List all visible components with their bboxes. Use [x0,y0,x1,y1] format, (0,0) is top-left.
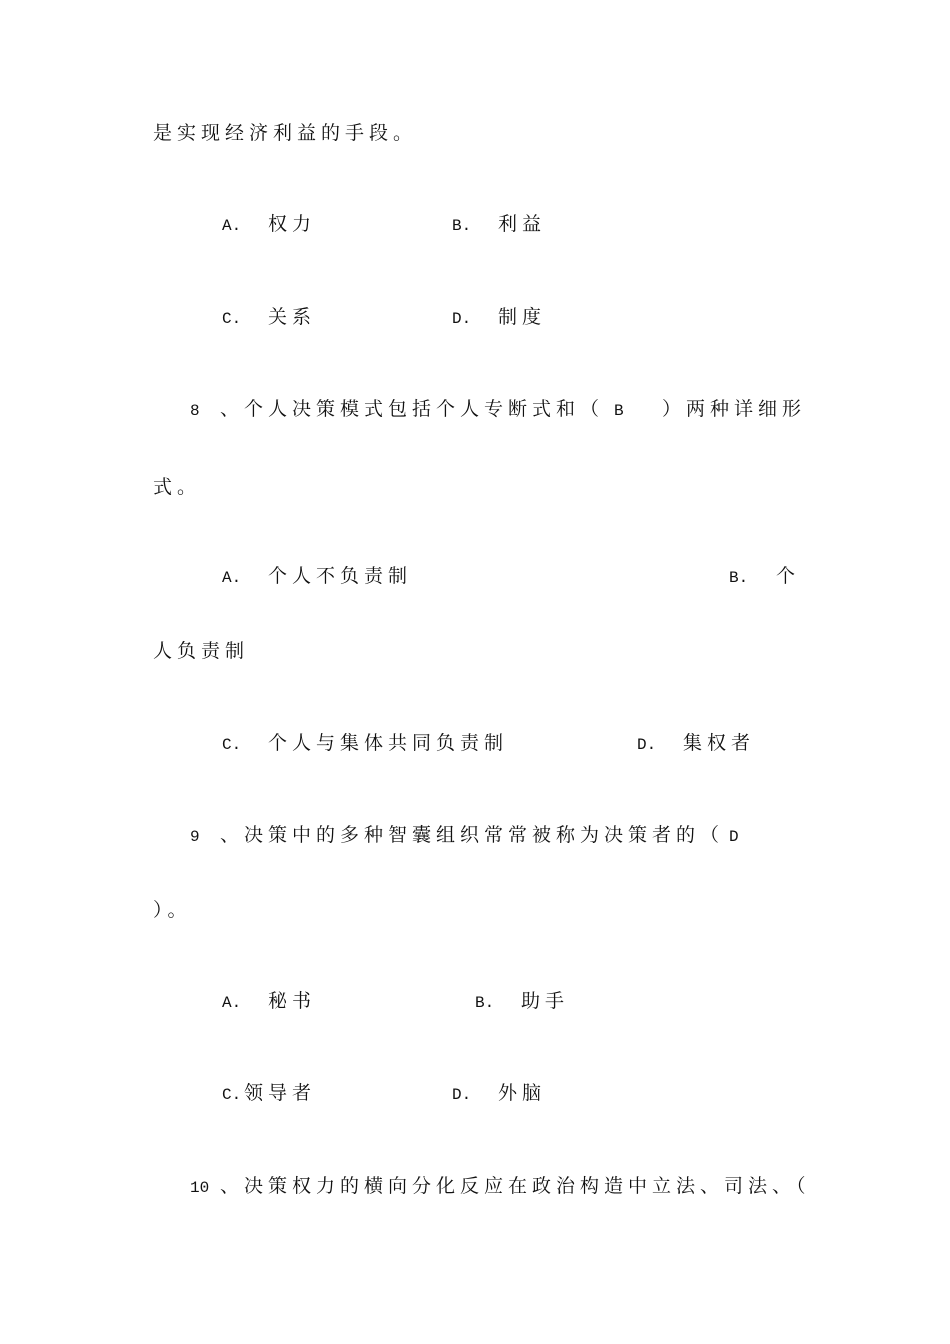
question-8-text-end: ）两种详细形 [662,398,807,420]
q8-option-c-text: 个人与集体共同负责制 [268,732,509,754]
q8-option-a-label: A. [222,569,242,587]
q7-option-a-text: 权力 [268,213,317,235]
q9-option-a-text: 秘书 [268,990,317,1012]
q9-option-c-label: C. [222,1086,242,1104]
q7-option-c-label: C. [222,310,242,328]
question-7-continuation: 是实现经济利益的手段。 [153,122,418,144]
q8-option-d-text: 集权者 [683,732,756,754]
question-10-text: 、决策权力的横向分化反应在政治构造中立法、司法、（ [220,1175,811,1197]
q9-option-b-label: B. [475,994,495,1012]
q7-option-d-text: 制度 [498,306,547,328]
q8-option-b-text-end: 人负责制 [153,640,250,662]
question-8-continuation: 式。 [153,476,202,498]
question-8-text-start: 、个人决策模式包括个人专断式和（ [220,398,605,420]
q9-option-d-text: 外脑 [498,1082,547,1104]
question-9-text: 、决策中的多种智囊组织常常被称为决策者的（ [220,824,725,846]
question-10-number: 10 [190,1179,210,1197]
q7-option-d-label: D. [452,310,472,328]
q8-option-d-label: D. [637,736,657,754]
q8-option-b-label: B. [729,569,749,587]
q7-option-b-label: B. [452,217,472,235]
q7-option-b-text: 利益 [498,213,547,235]
question-8-number: 8 [190,402,200,420]
q9-option-c-text: 领导者 [244,1082,317,1104]
q8-option-c-label: C. [222,736,242,754]
q7-option-c-text: 关系 [268,306,317,328]
q9-option-a-label: A. [222,994,242,1012]
question-9-continuation: ）。 [153,899,192,921]
q7-option-a-label: A. [222,217,242,235]
question-8-answer: B [614,402,624,420]
q8-option-b-text-start: 个 [776,565,801,587]
q9-option-d-label: D. [452,1086,472,1104]
q9-option-b-text: 助手 [521,990,570,1012]
question-9-number: 9 [190,828,200,846]
q8-option-a-text: 个人不负责制 [268,565,413,587]
question-9-answer: D [729,828,739,846]
